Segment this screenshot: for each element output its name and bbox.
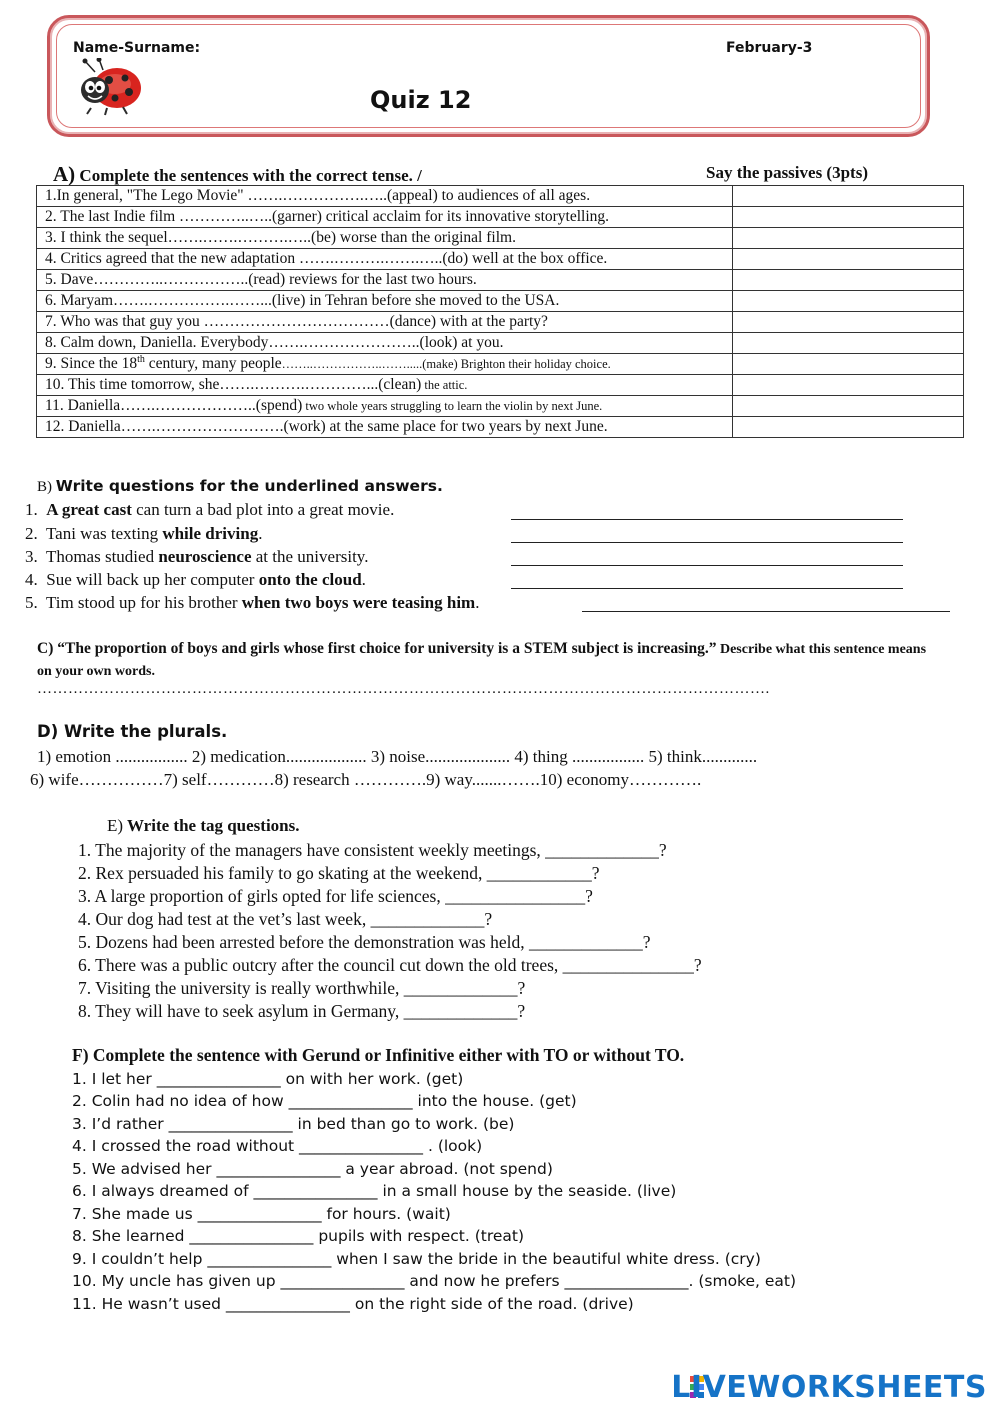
list-item: 4. Sue will back up her computer onto the cloud. (25, 570, 366, 589)
answer-line[interactable] (511, 542, 903, 543)
plurals-row: 6) wife……………7) self…………8) research ………….9) way.......…….10) economy…………. (30, 770, 702, 789)
answer-cell[interactable] (733, 396, 964, 417)
table-row: 1.In general, "The Lego Movie" …….…………….…..(appeal) to audiences of all ages. (37, 186, 964, 207)
table-row: 2. The last Indie film …………..…..(garner) critical acclaim for its innovative storytelling. (37, 207, 964, 228)
list-item: 7. Visiting the university is really worthwhile, _____________? (78, 978, 526, 998)
table-row: 9. Since the 18th century, many people……..……………..…….....(make) Brighton their holiday choice. (37, 354, 964, 375)
list-item: 2. Colin had no idea of how ________________ into the house. (get) (72, 1092, 577, 1110)
table-row: 4. Critics agreed that the new adaptation …….……….…….…..(do) well at the box office. (37, 249, 964, 270)
list-item: 5. We advised her ________________ a year abroad. (not spend) (72, 1160, 553, 1178)
header-box (47, 15, 930, 137)
list-item: 10. My uncle has given up ________________ and now he prefers ________________. (smoke, eat) (72, 1272, 797, 1290)
answer-cell[interactable] (733, 207, 964, 228)
answer-cell[interactable] (733, 249, 964, 270)
answer-line[interactable] (511, 519, 903, 520)
answer-line[interactable] (511, 588, 903, 589)
passives-heading: Say the passives (3pts) (706, 163, 868, 182)
date-label: February-3 (726, 40, 813, 56)
section-f-heading: F) Complete the sentence with Gerund or Infinitive either with TO or without TO. (72, 1045, 685, 1065)
name-surname-label: Name-Surname: (73, 40, 201, 56)
list-item: 3. Thomas studied neuroscience at the university. (25, 547, 369, 566)
table-row: 7. Who was that guy you ………………………………(dance) with at the party? (37, 312, 964, 333)
answer-line[interactable] (511, 565, 903, 566)
list-item: 8. She learned ________________ pupils with respect. (treat) (72, 1227, 525, 1245)
list-item: 2. Tani was texting while driving. (25, 524, 263, 543)
list-item: 5. Dozens had been arrested before the demonstration was held, _____________? (78, 932, 651, 952)
section-e-heading: E) Write the tag questions. (107, 816, 300, 835)
answer-cell[interactable] (733, 312, 964, 333)
liveworksheets-brand[interactable]: LIVEWORKSHEETS (671, 1370, 987, 1405)
list-item: 3. A large proportion of girls opted for life sciences, ________________? (78, 886, 593, 906)
tense-table (36, 185, 964, 438)
answer-cell[interactable] (733, 228, 964, 249)
list-item: 7. She made us ________________ for hours. (wait) (72, 1205, 451, 1223)
list-item: 1. The majority of the managers have consistent weekly meetings, _____________? (78, 840, 667, 860)
section-d-heading: D) Write the plurals. (37, 722, 228, 741)
table-row: 8. Calm down, Daniella. Everybody…….…………………..(look) at you. (37, 333, 964, 354)
answer-cell[interactable] (733, 333, 964, 354)
section-a-heading: A) Complete the sentences with the correct tense. / (53, 162, 422, 186)
list-item: 2. Rex persuaded his family to go skating at the weekend, ____________? (78, 863, 600, 883)
ladybug-icon (73, 58, 145, 116)
list-item: 6. I always dreamed of ________________ in a small house by the seaside. (live) (72, 1182, 677, 1200)
table-row: 6. Maryam…….…………….……...(live) in Tehran before she moved to the USA. (37, 291, 964, 312)
list-item: 8. They will have to seek asylum in Germany, _____________? (78, 1001, 526, 1021)
list-item: 9. I couldn’t help ________________ when I saw the bride in the beautiful white dress. (cry) (72, 1250, 761, 1268)
answer-cell[interactable] (733, 417, 964, 438)
plurals-row: 1) emotion ................. 2) medication................... 3) noise.................... 4) thing ................. 5) think............. (37, 747, 758, 766)
quiz-title: Quiz 12 (370, 86, 472, 114)
list-item: 1. A great cast can turn a bad plot into a great movie. (25, 500, 395, 519)
list-item: 1. I let her ________________ on with her work. (get) (72, 1070, 464, 1088)
table-row: 5. Dave…………..……………..(read) reviews for the last two hours. (37, 270, 964, 291)
list-item: 11. He wasn’t used ________________ on the right side of the road. (drive) (72, 1295, 634, 1313)
list-item: 3. I’d rather ________________ in bed than go to work. (be) (72, 1115, 515, 1133)
answer-cell[interactable] (733, 291, 964, 312)
list-item: 6. There was a public outcry after the council cut down the old trees, _______________? (78, 955, 702, 975)
section-c-answer-line[interactable]: ……………………………………………………………………………………………………………………………. (37, 681, 770, 697)
answer-line[interactable] (582, 611, 950, 612)
table-row: 10. This time tomorrow, she…….……….…………...(clean) the attic. (37, 375, 964, 396)
section-c-prompt: C) “The proportion of boys and girls whose first choice for university is a STEM subject is increasing.” Describe what this sentence means on your own words. (37, 640, 927, 679)
list-item: 5. Tim stood up for his brother when two boys were teasing him. (25, 593, 480, 612)
section-b-heading: B) Write questions for the underlined answers. (37, 477, 443, 495)
answer-cell[interactable] (733, 375, 964, 396)
table-row: 3. I think the sequel…….…….……….…..(be) worse than the original film. (37, 228, 964, 249)
answer-cell[interactable] (733, 354, 964, 375)
table-row: 11. Daniella…….………………..(spend) two whole years struggling to learn the violin by next June. (37, 396, 964, 417)
list-item: 4. Our dog had test at the vet’s last week, _____________? (78, 909, 493, 929)
list-item: 4. I crossed the road without ________________ . (look) (72, 1137, 483, 1155)
answer-cell[interactable] (733, 186, 964, 207)
answer-cell[interactable] (733, 270, 964, 291)
table-row: 12. Daniella…….…………………….(work) at the same place for two years by next June. (37, 417, 964, 438)
